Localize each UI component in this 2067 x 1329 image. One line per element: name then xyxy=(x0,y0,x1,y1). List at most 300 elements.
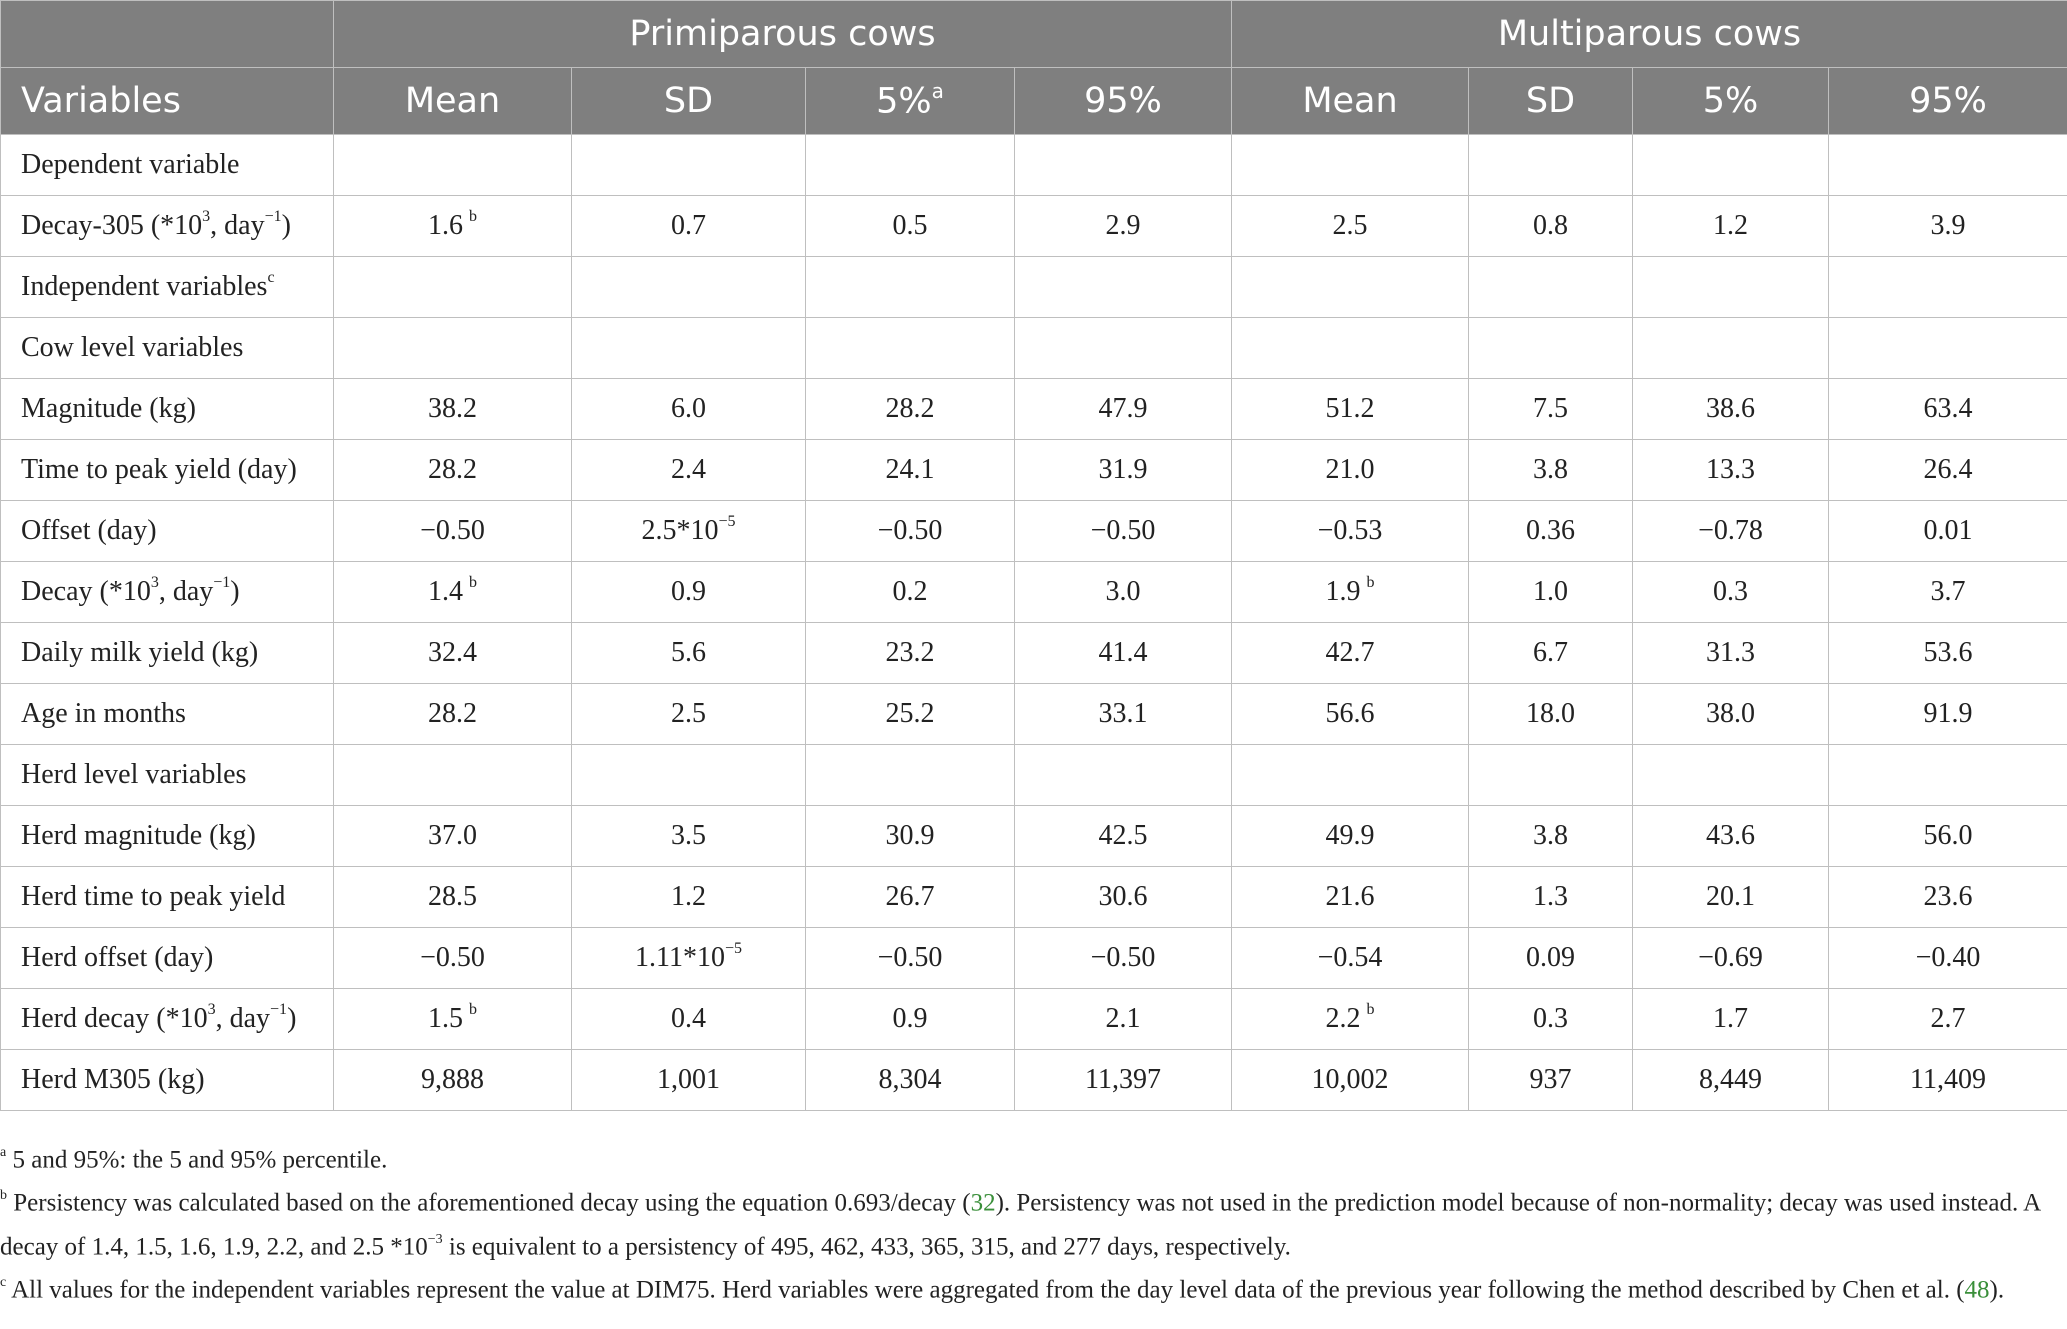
cell-prim-sd xyxy=(572,623,806,684)
cell-multi-mean xyxy=(1232,867,1469,928)
cell-prim-mean xyxy=(334,196,572,257)
cell-value: 1,001 xyxy=(657,1064,720,1095)
cell-value: 1.0 xyxy=(1533,576,1568,607)
cell-value: −0.50 xyxy=(1090,515,1156,546)
cell-prim-p5 xyxy=(806,806,1015,867)
cell-prim-p95 xyxy=(1015,135,1232,196)
cell-prim-p95 xyxy=(1015,440,1232,501)
cell-prim-mean xyxy=(334,501,572,562)
cell-prim-mean xyxy=(334,440,572,501)
cell-value: 5.6 xyxy=(671,637,706,668)
cell-value: 38.2 xyxy=(428,393,477,424)
table-row xyxy=(1,623,2067,684)
footnote-c-mark: c xyxy=(0,1274,7,1290)
cell-value: 0.4 xyxy=(671,1003,706,1034)
cell-value: −0.78 xyxy=(1698,515,1763,546)
row-label-text: Cow level variables xyxy=(21,332,244,363)
cell-prim-mean xyxy=(334,989,572,1050)
table-row xyxy=(1,806,2067,867)
cell-value: 63.4 xyxy=(1923,393,1973,424)
cell-prim-p95 xyxy=(1015,501,1232,562)
cell-prim-sd xyxy=(572,806,806,867)
cell-multi-mean xyxy=(1232,745,1469,806)
cell-value: 937 xyxy=(1529,1064,1572,1095)
table-row xyxy=(1,684,2067,745)
cell-prim-p5 xyxy=(806,501,1015,562)
cell-multi-p5 xyxy=(1633,623,1829,684)
cell-multi-mean xyxy=(1232,684,1469,745)
cell-prim-p5 xyxy=(806,440,1015,501)
cell-multi-p95 xyxy=(1829,928,2067,989)
cell-prim-p5 xyxy=(806,623,1015,684)
cell-value: 37.0 xyxy=(428,820,477,851)
footnote-marker-a: a xyxy=(931,78,944,103)
cell-multi-sd xyxy=(1469,928,1633,989)
cell-value: 0.36 xyxy=(1526,515,1575,546)
cell-prim-mean xyxy=(334,1050,572,1111)
cell-value: 6.7 xyxy=(1533,637,1568,668)
row-label-text: Herd magnitude (kg) xyxy=(21,820,256,851)
row-label-text-2: , day xyxy=(210,210,265,241)
cell-multi-p5 xyxy=(1633,196,1829,257)
cell-prim-p5 xyxy=(806,928,1015,989)
cell-prim-p5 xyxy=(806,257,1015,318)
cell-value: 24.1 xyxy=(885,454,935,485)
row-label-superscript-2: −1 xyxy=(270,1000,288,1018)
cell-value: 3.7 xyxy=(1930,576,1966,607)
cell-multi-sd xyxy=(1469,989,1633,1050)
cell-prim-p5 xyxy=(806,989,1015,1050)
cell-multi-p5 xyxy=(1633,135,1829,196)
cell-multi-p95 xyxy=(1829,623,2067,684)
cell-value: 28.2 xyxy=(428,698,477,729)
cell-value: 0.8 xyxy=(1533,210,1568,241)
cell-value: 3.5 xyxy=(671,820,706,851)
cell-value: 11,409 xyxy=(1910,1064,1986,1095)
row-label-superscript: 3 xyxy=(202,207,211,225)
cell-value: 31.9 xyxy=(1098,454,1148,485)
row-label xyxy=(1,745,334,806)
cell-value: 18.0 xyxy=(1526,698,1575,729)
cell-multi-p95 xyxy=(1829,196,2067,257)
cell-multi-p95 xyxy=(1829,257,2067,318)
row-label xyxy=(1,928,334,989)
cell-multi-mean xyxy=(1232,379,1469,440)
cell-value: 1.3 xyxy=(1533,881,1568,912)
cell-multi-sd xyxy=(1469,318,1633,379)
cell-prim-p95 xyxy=(1015,623,1232,684)
cell-multi-mean xyxy=(1232,501,1469,562)
footnote-b-mark: b xyxy=(0,1188,7,1204)
cell-value: −0.53 xyxy=(1317,515,1383,546)
cell-value: 23.6 xyxy=(1923,881,1973,912)
table-row xyxy=(1,135,2067,196)
row-label-superscript-2: −1 xyxy=(264,207,282,225)
cell-multi-p5 xyxy=(1633,867,1829,928)
table-row xyxy=(1,867,2067,928)
cell-superscript: b xyxy=(469,1000,477,1018)
footnote-b-citation-link[interactable]: 32 xyxy=(970,1189,996,1217)
cell-multi-sd xyxy=(1469,379,1633,440)
cell-multi-sd xyxy=(1469,135,1633,196)
cell-value: 42.5 xyxy=(1098,820,1148,851)
table-row xyxy=(1,501,2067,562)
cell-value: 47.9 xyxy=(1098,393,1148,424)
cell-value: −0.40 xyxy=(1915,942,1981,973)
cell-value: 28.2 xyxy=(428,454,477,485)
cell-value: 2.5 xyxy=(671,698,706,729)
cell-multi-p95 xyxy=(1829,440,2067,501)
cell-value: 21.0 xyxy=(1325,454,1375,485)
cell-superscript: b xyxy=(1366,573,1375,591)
cell-prim-sd xyxy=(572,989,806,1050)
cell-prim-sd xyxy=(572,684,806,745)
cell-value: 2.5 xyxy=(1332,210,1368,241)
cell-value: 8,304 xyxy=(878,1064,942,1095)
row-label xyxy=(1,806,334,867)
cell-multi-p95 xyxy=(1829,379,2067,440)
row-label-text: Herd offset (day) xyxy=(21,942,214,973)
cell-value: 2.9 xyxy=(1105,210,1141,241)
cell-value: 32.4 xyxy=(428,637,477,668)
row-label xyxy=(1,684,334,745)
cell-prim-sd xyxy=(572,135,806,196)
cell-value: 31.3 xyxy=(1706,637,1755,668)
cell-prim-mean xyxy=(334,684,572,745)
cell-value: 42.7 xyxy=(1325,637,1375,668)
cell-multi-sd xyxy=(1469,196,1633,257)
cell-value: 9,888 xyxy=(421,1064,484,1095)
table-row xyxy=(1,318,2067,379)
cell-multi-p95 xyxy=(1829,989,2067,1050)
cell-value: 0.9 xyxy=(892,1003,928,1034)
footnote-b xyxy=(0,1179,2060,1266)
cell-multi-mean xyxy=(1232,196,1469,257)
cell-prim-sd xyxy=(572,745,806,806)
cell-multi-mean xyxy=(1232,562,1469,623)
cell-prim-p5 xyxy=(806,684,1015,745)
cell-value: 3.8 xyxy=(1533,454,1568,485)
cell-prim-p5 xyxy=(806,135,1015,196)
cell-prim-mean xyxy=(334,135,572,196)
cell-superscript: b xyxy=(1366,1000,1375,1018)
cell-value: 8,449 xyxy=(1699,1064,1762,1095)
cell-multi-p5 xyxy=(1633,257,1829,318)
cell-value: −0.69 xyxy=(1698,942,1763,973)
row-label xyxy=(1,501,334,562)
cell-multi-mean xyxy=(1232,440,1469,501)
cell-multi-p5 xyxy=(1633,1050,1829,1111)
cell-multi-mean xyxy=(1232,257,1469,318)
cell-multi-p5 xyxy=(1633,562,1829,623)
row-label-text: Magnitude (kg) xyxy=(21,393,196,424)
row-label xyxy=(1,318,334,379)
cell-value: 3.0 xyxy=(1105,576,1141,607)
cell-value: 2.4 xyxy=(671,454,706,485)
cell-prim-p95 xyxy=(1015,745,1232,806)
cell-value: 0.01 xyxy=(1923,515,1973,546)
cell-multi-p95 xyxy=(1829,1050,2067,1111)
cell-multi-p95 xyxy=(1829,501,2067,562)
row-label-superscript: c xyxy=(267,268,275,286)
cell-value: 1.7 xyxy=(1713,1003,1748,1034)
cell-value: 0.7 xyxy=(671,210,706,241)
cell-value: 56.6 xyxy=(1325,698,1375,729)
cell-prim-p5 xyxy=(806,1050,1015,1111)
cell-value: 38.6 xyxy=(1706,393,1755,424)
row-label xyxy=(1,379,334,440)
row-label xyxy=(1,257,334,318)
cell-value: 0.09 xyxy=(1526,942,1575,973)
row-label-text: Dependent variable xyxy=(21,149,240,180)
cell-value: 0.9 xyxy=(671,576,706,607)
cell-multi-p5 xyxy=(1633,440,1829,501)
cell-superscript: b xyxy=(469,207,477,225)
row-label-text-3: ) xyxy=(281,210,291,241)
cell-value: 2.5*10 xyxy=(641,515,719,546)
table-row xyxy=(1,379,2067,440)
cell-prim-p95 xyxy=(1015,562,1232,623)
cell-value: 2.1 xyxy=(1105,1003,1141,1034)
cell-prim-p95 xyxy=(1015,1050,1232,1111)
column-header-prim-sd: SD xyxy=(572,68,806,135)
cell-value: 43.6 xyxy=(1706,820,1755,851)
cell-prim-sd xyxy=(572,257,806,318)
row-label-superscript: 3 xyxy=(150,573,159,591)
cell-prim-p95 xyxy=(1015,806,1232,867)
table-row xyxy=(1,745,2067,806)
cell-value: −0.50 xyxy=(877,942,943,973)
cell-value: 26.4 xyxy=(1923,454,1973,485)
cell-prim-p95 xyxy=(1015,989,1232,1050)
cell-value: 30.6 xyxy=(1098,881,1148,912)
table-row xyxy=(1,196,2067,257)
column-header-variables: Variables xyxy=(1,68,334,135)
cell-value: 1.5 xyxy=(428,1003,463,1034)
cell-multi-p5 xyxy=(1633,989,1829,1050)
cell-prim-sd xyxy=(572,562,806,623)
cell-value: 1.2 xyxy=(1713,210,1748,241)
table-row xyxy=(1,440,2067,501)
cell-value: 10,002 xyxy=(1311,1064,1389,1095)
footnote-b-text-3: is equivalent to a persistency of 495, 462, 433, 365, 315, and 277 days, respectively. xyxy=(442,1232,1291,1260)
footnote-c-text-2: ). xyxy=(1989,1276,2005,1304)
column-header-prim-p5-text: 5% xyxy=(876,81,932,122)
cell-prim-sd xyxy=(572,928,806,989)
cell-multi-sd xyxy=(1469,562,1633,623)
cell-prim-p5 xyxy=(806,745,1015,806)
row-label xyxy=(1,623,334,684)
cell-multi-mean xyxy=(1232,989,1469,1050)
cell-multi-p5 xyxy=(1633,318,1829,379)
column-header-prim-p95: 95% xyxy=(1015,68,1232,135)
cell-multi-sd xyxy=(1469,1050,1633,1111)
cell-multi-mean xyxy=(1232,1050,1469,1111)
table-body xyxy=(1,135,2067,1111)
cell-prim-mean xyxy=(334,318,572,379)
footnote-b-text: Persistency was calculated based on the aforementioned decay using the equation 0.693/decay ( xyxy=(7,1189,971,1217)
cell-prim-p5 xyxy=(806,562,1015,623)
cell-multi-p5 xyxy=(1633,501,1829,562)
cell-multi-mean xyxy=(1232,623,1469,684)
cell-value: 1.6 xyxy=(428,210,463,241)
column-header-multi-mean: Mean xyxy=(1232,68,1469,135)
cell-multi-p95 xyxy=(1829,318,2067,379)
cell-value: 56.0 xyxy=(1923,820,1973,851)
cell-value: 53.6 xyxy=(1923,637,1973,668)
row-label-text-3: ) xyxy=(287,1003,297,1034)
footnote-c xyxy=(0,1266,2060,1309)
cell-prim-mean xyxy=(334,928,572,989)
cell-prim-mean xyxy=(334,867,572,928)
cell-prim-p5 xyxy=(806,379,1015,440)
cell-prim-mean xyxy=(334,806,572,867)
cell-multi-p5 xyxy=(1633,928,1829,989)
cell-prim-mean xyxy=(334,745,572,806)
cell-value: −0.50 xyxy=(420,515,485,546)
header-blank xyxy=(1,1,334,68)
row-label-text-2: , day xyxy=(158,576,214,607)
cell-value: 33.1 xyxy=(1098,698,1148,729)
cell-prim-sd xyxy=(572,440,806,501)
cell-value: 11,397 xyxy=(1085,1064,1161,1095)
cell-multi-mean xyxy=(1232,135,1469,196)
cell-value: −0.50 xyxy=(420,942,485,973)
cell-prim-p95 xyxy=(1015,379,1232,440)
cell-multi-mean xyxy=(1232,806,1469,867)
cell-value: 51.2 xyxy=(1325,393,1375,424)
row-label-text: Offset (day) xyxy=(21,515,157,546)
cell-superscript: −5 xyxy=(724,939,742,957)
row-label-text: Herd level variables xyxy=(21,759,247,790)
cell-value: 28.2 xyxy=(885,393,935,424)
row-label xyxy=(1,1050,334,1111)
cell-multi-p5 xyxy=(1633,806,1829,867)
cell-multi-p95 xyxy=(1829,806,2067,867)
cell-prim-p95 xyxy=(1015,928,1232,989)
cell-multi-p95 xyxy=(1829,745,2067,806)
cell-value: 1.11*10 xyxy=(635,942,725,973)
cell-multi-p5 xyxy=(1633,684,1829,745)
cell-value: 2.2 xyxy=(1325,1003,1361,1034)
row-label-text: Independent variables xyxy=(21,271,268,302)
cell-multi-p5 xyxy=(1633,379,1829,440)
cell-value: 30.9 xyxy=(885,820,935,851)
column-header-prim-mean: Mean xyxy=(334,68,572,135)
cell-value: 25.2 xyxy=(885,698,935,729)
cell-superscript: −5 xyxy=(718,512,736,530)
cell-value: 0.3 xyxy=(1713,576,1748,607)
cell-prim-mean xyxy=(334,257,572,318)
cell-value: 1.4 xyxy=(428,576,463,607)
row-label-text: Herd M305 (kg) xyxy=(21,1064,205,1095)
cell-value: 6.0 xyxy=(671,393,706,424)
cell-multi-sd xyxy=(1469,806,1633,867)
footnote-c-citation-link[interactable]: 48 xyxy=(1964,1276,1990,1304)
row-label xyxy=(1,196,334,257)
row-label-superscript: 3 xyxy=(207,1000,216,1018)
row-label-text: Herd time to peak yield xyxy=(21,881,286,912)
row-label-text-3: ) xyxy=(230,576,240,607)
row-label-text: Daily milk yield (kg) xyxy=(21,637,259,668)
table-row xyxy=(1,928,2067,989)
cell-value: 7.5 xyxy=(1533,393,1568,424)
cell-multi-sd xyxy=(1469,745,1633,806)
table-row xyxy=(1,1050,2067,1111)
cell-prim-p95 xyxy=(1015,867,1232,928)
cell-multi-mean xyxy=(1232,928,1469,989)
cell-multi-sd xyxy=(1469,867,1633,928)
cell-multi-p5 xyxy=(1633,745,1829,806)
footnote-a-text: 5 and 95%: the 5 and 95% percentile. xyxy=(6,1146,388,1174)
cell-value: 3.9 xyxy=(1930,210,1966,241)
cell-value: 20.1 xyxy=(1706,881,1755,912)
cell-prim-sd xyxy=(572,379,806,440)
column-header-multi-p95: 95% xyxy=(1829,68,2067,135)
cell-value: −0.50 xyxy=(1090,942,1156,973)
cell-prim-sd xyxy=(572,196,806,257)
cell-prim-p5 xyxy=(806,196,1015,257)
cell-value: 49.9 xyxy=(1325,820,1375,851)
cell-value: 0.3 xyxy=(1533,1003,1568,1034)
cell-prim-sd xyxy=(572,1050,806,1111)
cell-prim-sd xyxy=(572,867,806,928)
cell-value: 23.2 xyxy=(885,637,935,668)
row-label-text: Time to peak yield (day) xyxy=(21,454,297,485)
cell-prim-p95 xyxy=(1015,257,1232,318)
cell-value: 41.4 xyxy=(1098,637,1148,668)
cell-prim-p5 xyxy=(806,867,1015,928)
cell-prim-p95 xyxy=(1015,684,1232,745)
table-row xyxy=(1,989,2067,1050)
footnote-c-text: All values for the independent variables represent the value at DIM75. Herd variables were aggregated from the day level data of the previous year following the method described by Chen et al. ( xyxy=(6,1276,1965,1304)
column-header-prim-p5 xyxy=(806,68,1015,135)
cell-value: 21.6 xyxy=(1325,881,1375,912)
cell-multi-p95 xyxy=(1829,135,2067,196)
row-label xyxy=(1,867,334,928)
column-header-multi-p5: 5% xyxy=(1633,68,1829,135)
cell-multi-sd xyxy=(1469,684,1633,745)
cell-prim-sd xyxy=(572,501,806,562)
cell-prim-p95 xyxy=(1015,196,1232,257)
cell-value: 38.0 xyxy=(1706,698,1755,729)
footnote-b-exponent: −3 xyxy=(427,1231,443,1247)
row-label-superscript-2: −1 xyxy=(213,573,231,591)
cell-value: 26.7 xyxy=(885,881,935,912)
cell-multi-sd xyxy=(1469,623,1633,684)
row-label-text-2: , day xyxy=(215,1003,271,1034)
cell-multi-p95 xyxy=(1829,562,2067,623)
cell-multi-sd xyxy=(1469,501,1633,562)
cell-value: 1.2 xyxy=(671,881,706,912)
cell-value: 0.2 xyxy=(892,576,928,607)
row-label xyxy=(1,440,334,501)
table-row xyxy=(1,257,2067,318)
footnote-a xyxy=(0,1136,2060,1179)
row-label xyxy=(1,989,334,1050)
footnote-a-mark: a xyxy=(0,1145,7,1160)
cell-value: −0.54 xyxy=(1317,942,1383,973)
group-header-multiparous: Multiparous cows xyxy=(1232,1,2067,68)
cell-multi-sd xyxy=(1469,440,1633,501)
cell-value: 28.5 xyxy=(428,881,477,912)
cell-multi-p95 xyxy=(1829,867,2067,928)
cell-value: 13.3 xyxy=(1706,454,1755,485)
cell-value: 0.5 xyxy=(892,210,928,241)
row-label-text: Age in months xyxy=(21,698,186,729)
column-header-multi-sd: SD xyxy=(1469,68,1633,135)
cell-prim-p95 xyxy=(1015,318,1232,379)
